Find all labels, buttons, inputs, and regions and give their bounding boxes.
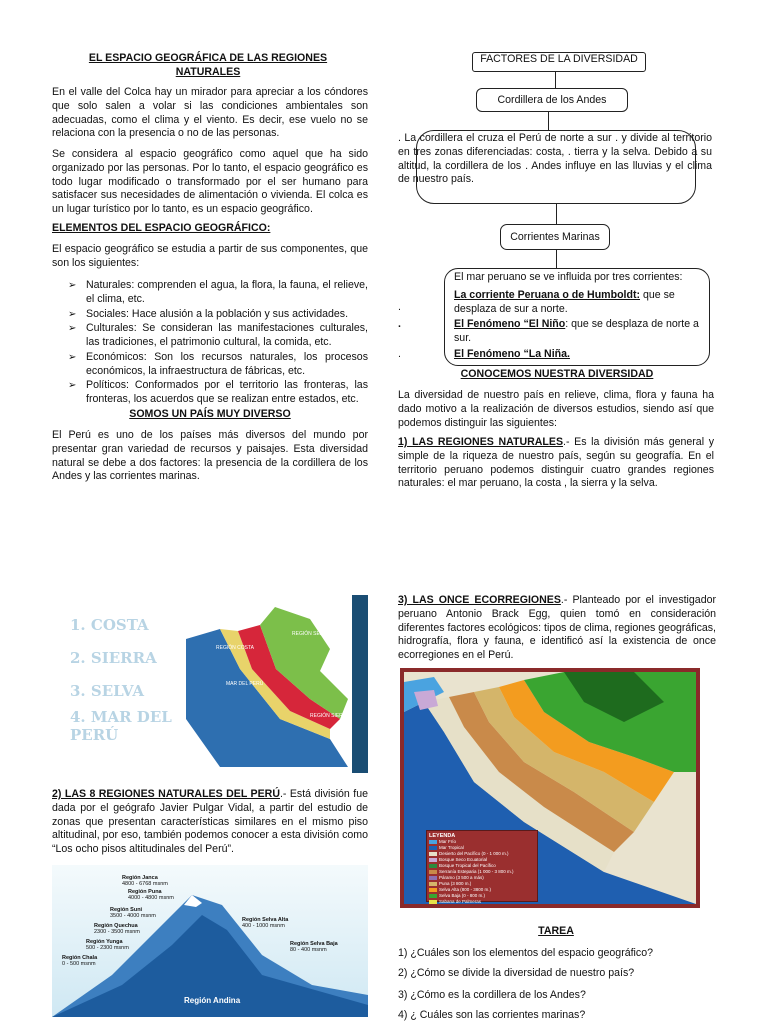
cordillera-text-box xyxy=(396,130,716,204)
arrow-bullet-icon: ➢ xyxy=(68,351,77,363)
nina-item: . El Fenómeno “La Niña. xyxy=(398,347,570,360)
nino-item: . El Fenómeno “El Niño: que se desplaza de norte a sur. xyxy=(398,318,699,345)
map-label-selva: 3. SELVA xyxy=(70,682,145,700)
conocemos-paragraph: La diversidad de nuestro país en relieve, clima, flora y fauna ha dado motivo a la realización de diversos estudios, siendo así que podemos distinguir las siguientes: xyxy=(398,389,714,429)
region-puna-label: Región Puna 4000 - 4800 msnm xyxy=(128,889,174,901)
map-label-costa: 1. COSTA xyxy=(70,616,149,634)
region-label-mar: MAR DEL PERÚ xyxy=(226,681,264,687)
connector-line xyxy=(555,72,556,88)
ocho-regiones-paragraph: 2) LAS 8 REGIONES NATURALES DEL PERÚ.- Está división fue dada por el geógrafo Javier Pulgar Vidal, a partir del estudio de zonas que presentan características similares en el mismo piso altitudinal, por eso, también podemos conocer a esta división como “Los ocho pisos altitudinales del Perú”. xyxy=(52,788,368,856)
region-suni-label: Región Suni 3500 - 4000 msnm xyxy=(110,907,156,919)
corrientes-text xyxy=(398,271,710,362)
cordillera-text: . La cordillera el cruza el Perú de norte a sur . y divide al territorio en tres zonas diferenciadas: costa, . tierra y la selva. Debido a su altitud, la cordillera de los . Andes influye en las lluvias y el clima de nuestro país. xyxy=(398,132,712,186)
ecoregions-map-image xyxy=(400,668,700,908)
altitudinal-floors-image xyxy=(52,865,368,1017)
region-yunga-label: Región Yunga 500 - 2300 msnm xyxy=(86,939,129,951)
arrow-bullet-icon: ➢ xyxy=(68,308,77,320)
region-label-sierra: REGIÓN SIERRA xyxy=(310,713,350,719)
arrow-bullet-icon: ➢ xyxy=(68,323,77,335)
mar-intro: El mar peruano se ve influida por tres corrientes: xyxy=(454,271,683,283)
question-4: 4) ¿ Cuáles son las corrientes marinas? xyxy=(398,1009,586,1021)
arrow-bullet-icon: ➢ xyxy=(68,380,77,392)
legend-item: Mar Tropical xyxy=(429,845,535,851)
region-chala-label: Región Chala 0 - 500 msnm xyxy=(62,955,98,967)
regions-map-image xyxy=(52,595,368,773)
conocemos-heading: CONOCEMOS NUESTRA DIVERSIDAD xyxy=(460,368,654,380)
legend-item: Mar Frío xyxy=(429,839,535,845)
tarea-heading: TAREA xyxy=(538,925,574,937)
diverso-paragraph: El Perú es uno de los países más diversos del mundo por presentar gran variedad de recursos y paisajes. Esta diversidad natural se debe a dos factores: la presencia de la cordillera de los Andes y las corrientes marinas. xyxy=(52,429,368,483)
question-3: 3) ¿Cómo es la cordillera de los Andes? xyxy=(398,989,586,1001)
legend-item: Serranía Esteparia (1 000 - 3 800 m.) xyxy=(429,869,535,875)
list-item: ➢ Económicos: Son los recursos naturales, los procesos económicos, la infraestructura de fábricas, etc. xyxy=(68,350,368,377)
elements-list xyxy=(68,279,368,408)
question-1: 1) ¿Cuáles son los elementos del espacio geográfico? xyxy=(398,947,653,959)
legend-item: Selva Alta (800 - 3800 m.) xyxy=(429,887,535,893)
legend-item: Sabana de Palmeras xyxy=(429,899,535,904)
legend-item: Desierto del Pacífico (0 - 1 000 m.) xyxy=(429,851,535,857)
list-item: ➢ Sociales: Hace alusión a la población y sus actividades. xyxy=(68,307,349,320)
page-title: EL ESPACIO GEOGRÁFICA DE LAS REGIONES NATURALES xyxy=(88,52,328,78)
arrow-bullet-icon: ➢ xyxy=(68,280,77,291)
elements-heading: ELEMENTOS DEL ESPACIO GEOGRÁFICO: xyxy=(52,222,271,234)
map-legend xyxy=(426,830,538,902)
ecorregiones-paragraph: 3) LAS ONCE ECORREGIONES.- Planteado por el investigador peruano Antonio Brack Egg, quien tomó en consideración diferentes factores ecológicos: tipos de clima, regiones geográficas, hidrografía, flora y fauna, e identificó así la existencia de once ecorregiones en el Perú. xyxy=(398,594,717,662)
legend-item: Páramo (3 500 a más) xyxy=(429,875,535,881)
list-item: ➢ Naturales: comprenden el agua, la flora, la fauna, el relieve, el clima, etc. xyxy=(68,279,368,305)
region-label-selva: REGIÓN SELVA xyxy=(292,631,329,637)
region-selva-alta-label: Región Selva Alta 400 - 1000 msnm xyxy=(242,917,289,929)
question-2: 2) ¿Cómo se divide la diversidad de nuestro país? xyxy=(398,967,635,979)
factores-box: FACTORES DE LA DIVERSIDAD xyxy=(472,52,646,72)
legend-item: Bosque Seco Ecuatorial xyxy=(429,857,535,863)
espacio-paragraph: Se considera al espacio geográfico como aquel que ha sido organizado por las personas. Por lo tanto, el espacio geográfico es todo lugar modificado o transformado por el ser humano para satisfacer sus necesidades de alimentación o vivienda. El colca es un lugar turístico por lo tanto, es un espacio geográfico. xyxy=(52,148,368,216)
region-janca-label: Región Janca 4800 - 6768 msnm xyxy=(122,875,168,887)
region-quechua-label: Región Quechua 2300 - 3500 msnm xyxy=(94,923,140,935)
connector-line xyxy=(556,204,557,224)
connector-line xyxy=(548,112,549,130)
humboldt-item: . La corriente Peruana o de Humboldt: que se desplaza de sur a norte. xyxy=(398,288,675,315)
map-label-mar: 4. MAR DEL PERÚ xyxy=(70,708,172,744)
corrientes-box: Corrientes Marinas xyxy=(500,224,610,250)
legend-item: Bosque Tropical del Pacífico xyxy=(429,863,535,869)
peru-regions-svg xyxy=(180,599,352,771)
legend-item: Puna (3 800 m.) xyxy=(429,881,535,887)
list-item: ➢ Políticos: Conformados por el territorio las fronteras, las fronteras, los acuerdos que se realizan entre estados, etc. xyxy=(68,379,368,406)
region-label-costa: REGIÓN COSTA xyxy=(216,645,254,651)
connector-line xyxy=(556,250,557,268)
region-selva-baja-label: Región Selva Baja 80 - 400 msnm xyxy=(290,941,338,953)
region-andina-label: Región Andina xyxy=(184,996,241,1005)
legend-item: Selva Baja (0 - 800 m.) xyxy=(429,893,535,899)
list-item: ➢ Culturales: Se consideran las manifestaciones culturales, las tradiciones, el patrimonio cultural, la comida, etc. xyxy=(68,322,368,349)
regiones-naturales-paragraph: 1) LAS REGIONES NATURALES.- Es la división más general y simple de la riqueza de nuestro país, según su geografía. En el territorio peruano podemos distinguir cuatro grandes regiones naturales: el mar peruano, la costa , la sierra y la selva. xyxy=(398,436,714,490)
diverso-heading: SOMOS UN PAÍS MUY DIVERSO xyxy=(129,408,291,420)
map-label-sierra: 2. SIERRA xyxy=(70,649,157,667)
elements-intro: El espacio geográfico se estudia a partir de sus componentes, que son los siguientes: xyxy=(52,243,368,269)
legend-title: LEYENDA xyxy=(429,833,456,839)
cordillera-box: Cordillera de los Andes xyxy=(476,88,628,112)
intro-paragraph: En el valle del Colca hay un mirador para apreciar a los cóndores que solo salen a volar si las condiciones ambientales son adecuadas, como el clima y el viento. Es decir, ese vuelo no se relaciona con la presencia o no de las personas. xyxy=(52,86,368,140)
